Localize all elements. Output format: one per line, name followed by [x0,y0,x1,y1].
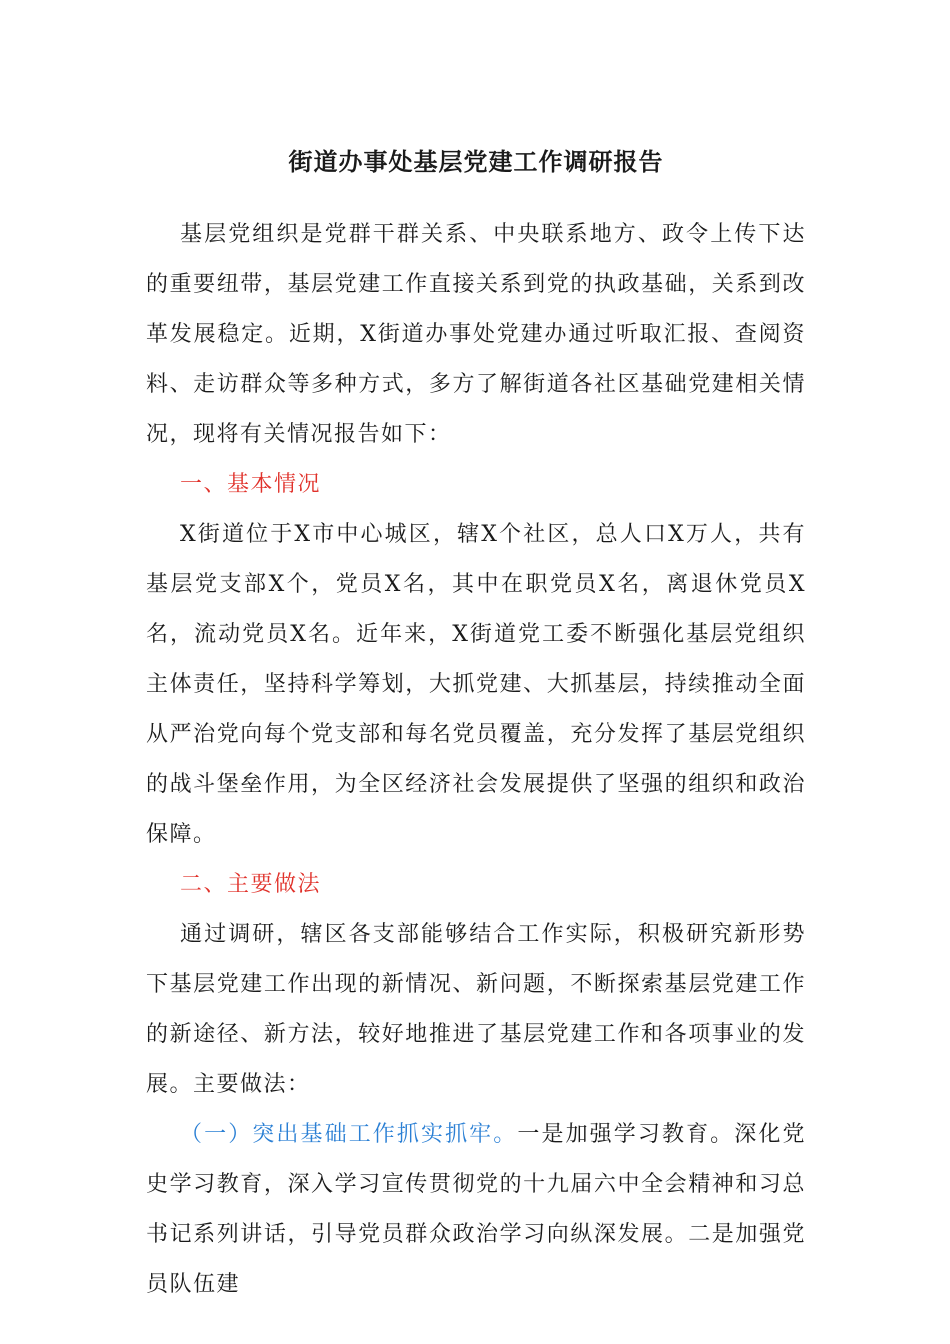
section-heading-basic-situation: 一、基本情况 [180,472,322,497]
subsection1-paragraph [146,1110,806,1310]
subsection1-body: 一是加强学习教育。深化党史学习教育，深入学习宣传贯彻党的十九届六中全会精神和习总书记系列讲话，引导党员群众政治学习向纵深发展。二是加强党员队伍建 [146,1122,806,1297]
section2-paragraph: 通过调研，辖区各支部能够结合工作实际，积极研究新形势下基层党建工作出现的新情况、新问题，不断探索基层党建工作的新途径、新方法，较好地推进了基层党建工作和各项事业的发展。主要做法： [146,922,806,1097]
section-heading-main-practices: 二、主要做法 [180,872,322,897]
document-title: 街道办事处基层党建工作调研报告 [288,147,664,176]
subsection-heading-foundation-work: （一）突出基础工作抓实抓牢。 [180,1122,518,1147]
intro-paragraph: 基层党组织是党群干群关系、中央联系地方、政令上传下达的重要纽带，基层党建工作直接关系到党的执政基础，关系到改革发展稳定。近期，X街道办事处党建办通过听取汇报、查阅资料、走访群众等多种方式，多方了解街道各社区基础党建相关情况，现将有关情况报告如下： [146,222,806,447]
section1-paragraph: X街道位于X市中心城区，辖X个社区，总人口X万人，共有基层党支部X个，党员X名，其中在职党员X名，离退休党员X名，流动党员X名。近年来，X街道党工委不断强化基层党组织主体责任，坚持科学筹划，大抓党建、大抓基层，持续推动全面从严治党向每个党支部和每名党员覆盖，充分发挥了基层党组织的战斗堡垒作用，为全区经济社会发展提供了坚强的组织和政治保障。 [146,522,806,847]
document-content [146,140,806,1310]
